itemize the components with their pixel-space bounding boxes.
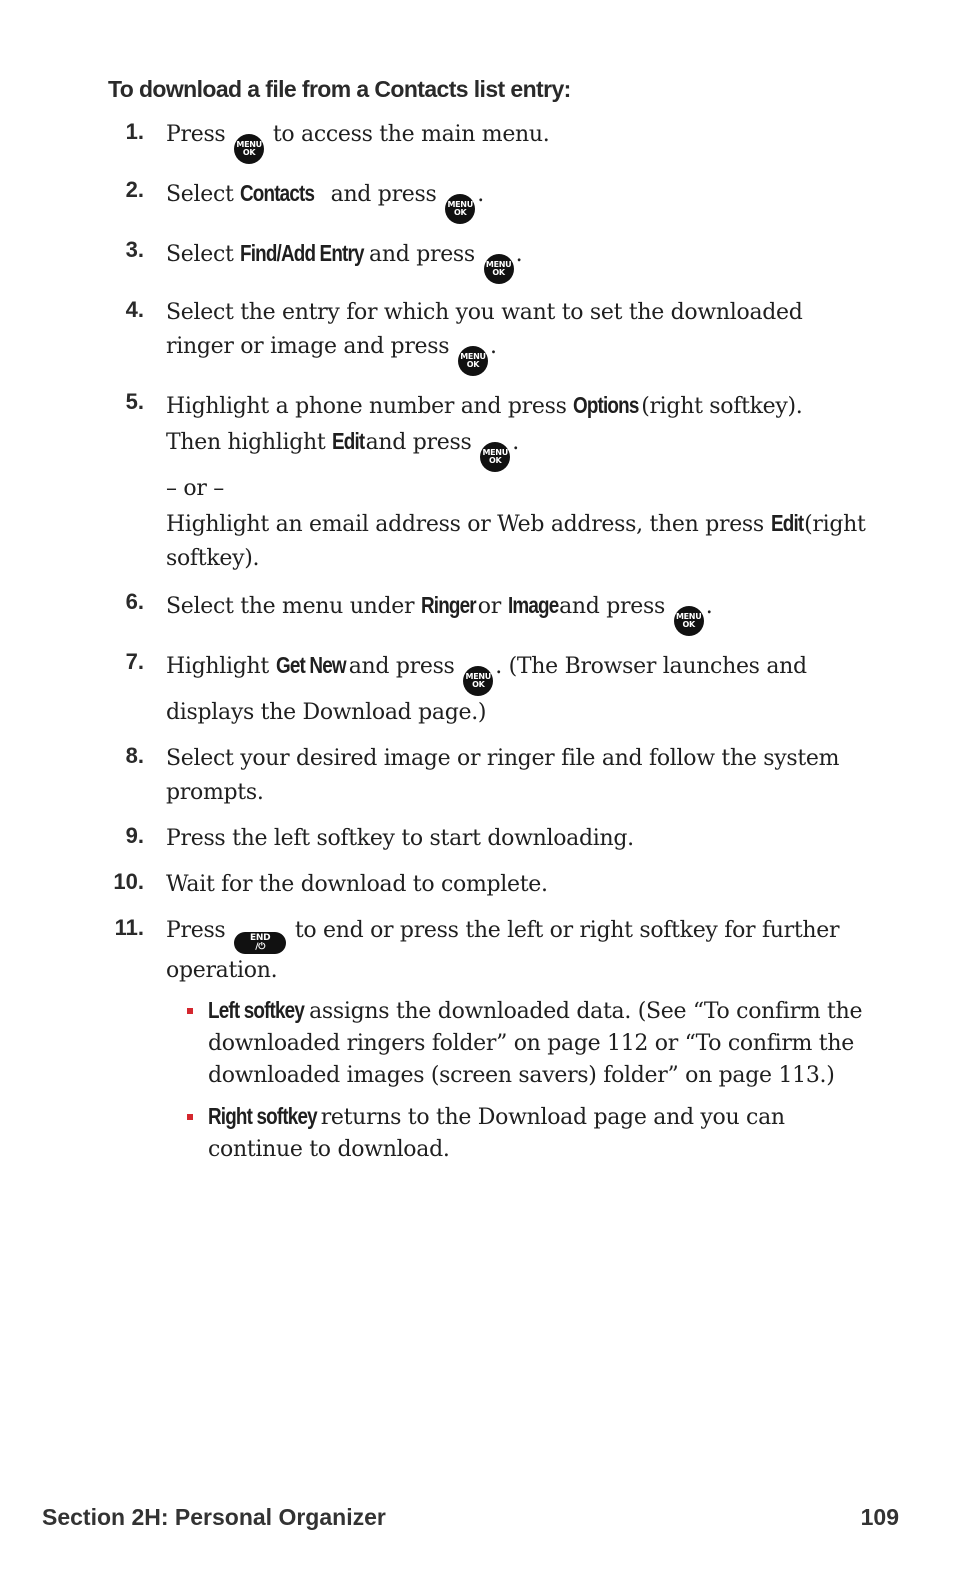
bullet-right-softkey: Right softkey returns to the Download page and you can continue to download. [208,1100,866,1166]
step-10 [0,868,954,902]
keyword: Left softkey [208,997,305,1023]
step-number: 1. [125,119,144,144]
keyword: Edit [770,510,803,536]
step-number: 8. [125,743,144,768]
keyword: Get New [275,652,346,678]
or-separator: – or – [166,476,224,501]
step-11 [0,914,954,1166]
step-text: Press the left softkey to start downloading. [166,826,634,851]
step-number: 5. [125,389,144,414]
keyword: Image [507,592,559,618]
keyword: Contacts [240,180,315,206]
step-9 [0,822,954,856]
step-7 [0,648,954,730]
steps-list [0,118,954,1178]
step-text: Highlight a phone number and press Options (right softkey). Then highlight Editand press MENU OK . – or – Highlight an email address or Web address, then press Edit(right softkey). [166,388,866,576]
step-6 [0,588,954,636]
step-text: Highlight Get New and press MENU OK . (The Browser launches and displays the Download page.) [166,648,866,730]
step-number: 6. [125,589,144,614]
keyword: Edit [332,428,365,454]
step-text: Select Find/Add Entry and press MENU OK . [166,236,866,284]
keyword: Ringer [420,592,476,618]
step-number: 2. [125,177,144,202]
menu-ok-key-icon: MENU OK [463,666,493,696]
step-number: 7. [125,649,144,674]
step-number: 4. [125,297,144,322]
footer-page-number: 109 [860,1504,899,1530]
menu-ok-key-icon: MENU OK [480,442,510,472]
step-1 [0,118,954,164]
menu-ok-key-icon: MENU OK [458,346,488,376]
step-number: 3. [125,237,144,262]
menu-ok-key-icon: MENU OK [234,134,264,164]
keyword: Right softkey [208,1103,317,1129]
step-text: Press MENU OK to access the main menu. [166,118,866,164]
step-2 [0,176,954,224]
footer-section-title: Section 2H: Personal Organizer [42,1504,386,1530]
step-text: Select Contacts and press MENU OK . [166,176,866,224]
step-5 [0,388,954,576]
step-number: 9. [125,823,144,848]
bullet-list [166,994,866,1166]
menu-ok-key-icon: MENU OK [674,606,704,636]
step-3 [0,236,954,284]
end-power-key-icon: END /⏻ [234,932,286,954]
step-text: Press END /⏻ to end or press the left or right softkey for further operation. Left softkey assigns the downloaded data. (See “To confirm the downloaded ringers folder” on page 112 or “To confirm the downloaded images (screen savers) folder” on page 113.) Right softkey returns to the Download page and you can continue to download. [166,914,866,1166]
step-text: Select the menu under Ringeror Imageand press MENU OK . [166,588,866,636]
step-8 [0,742,954,810]
menu-ok-key-icon: MENU OK [445,194,475,224]
red-square-bullet-icon [187,1114,193,1120]
step-text: Wait for the download to complete. [166,872,548,897]
step-4 [0,296,954,376]
bullet-left-softkey: Left softkey assigns the downloaded data. (See “To confirm the downloaded ringers folder” on page 112 or “To confirm the downloaded images (screen savers) folder” on page 113.) [208,994,866,1092]
menu-ok-key-icon: MENU OK [484,254,514,284]
step-number: 10. [113,869,144,894]
red-square-bullet-icon [187,1008,193,1014]
keyword: Find/Add Entry [240,240,364,266]
step-number: 11. [114,915,144,940]
step-text: Select the entry for which you want to set the downloaded ringer or image and press MENU OK . [166,296,866,376]
step-text: Select your desired image or ringer file and follow the system prompts. [166,746,840,805]
procedure-heading: To download a file from a Contacts list entry: [108,76,571,102]
keyword: Options [573,392,639,418]
